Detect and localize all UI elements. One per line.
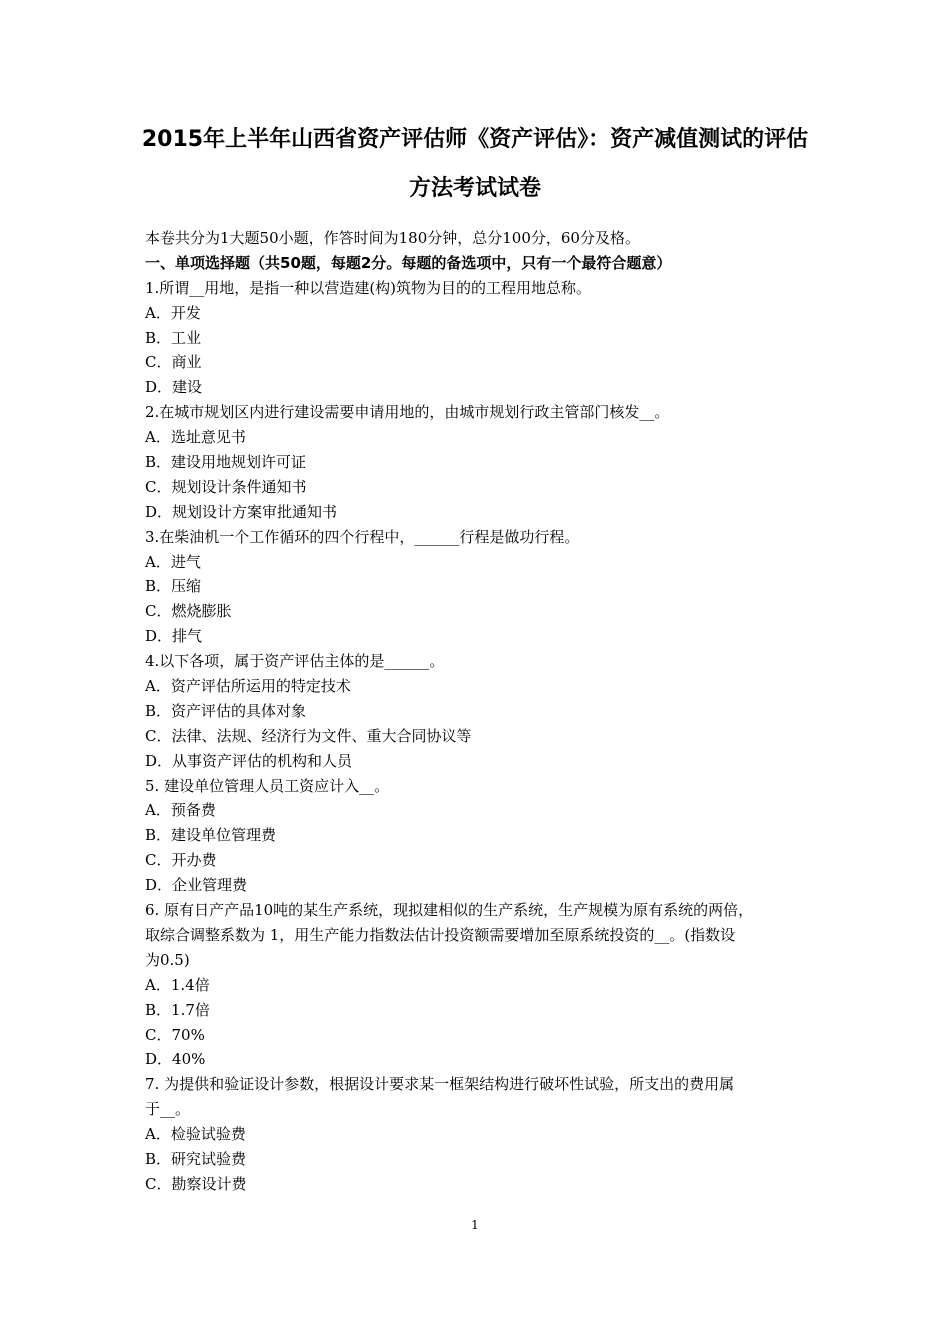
answer-option: C．燃烧膨胀 [145, 602, 232, 621]
answer-option: A．检验试验费 [145, 1125, 246, 1144]
question-stem-line: 取综合调整系数为 1，用生产能力指数法估计投资额需要增加至原系统投资的__。(指数设 [145, 925, 736, 944]
question-stem-line: 为0.5) [145, 950, 190, 969]
answer-option: C．开办费 [145, 851, 217, 870]
answer-option: C．勘察设计费 [145, 1174, 247, 1193]
document-title-line-1: 2015年上半年山西省资产评估师《资产评估》：资产减值测试的评估 [141, 127, 809, 152]
section-header: 一、单项选择题（共50题，每题2分。每题的备选项中，只有一个最符合题意） [145, 253, 672, 272]
answer-option: B．建设用地规划许可证 [145, 453, 307, 472]
answer-option: B．建设单位管理费 [145, 826, 277, 845]
answer-option: C．法律、法规、经济行为文件、重大合同协议等 [145, 726, 472, 745]
answer-option: C．规划设计条件通知书 [145, 477, 307, 496]
question-stem: 5. 建设单位管理人员工资应计入__。 [145, 776, 390, 795]
question-stem-line: 6. 原有日产产品10吨的某生产系统，现拟建相似的生产系统，生产规模为原有系统的两倍， [145, 901, 754, 920]
answer-option: A．资产评估所运用的特定技术 [145, 677, 351, 696]
answer-option: B．1.7倍 [145, 1000, 210, 1019]
question-stem: 4.以下各项，属于资产评估主体的是______。 [145, 652, 445, 671]
answer-option: B．资产评估的具体对象 [145, 701, 307, 720]
question-stem: 2.在城市规划区内进行建设需要申请用地的，由城市规划行政主管部门核发__。 [145, 403, 670, 422]
answer-option: D．40% [145, 1050, 206, 1069]
answer-option: A．1.4倍 [145, 975, 210, 994]
question-stem: 1.所谓__用地，是指一种以营造建(构)筑物为目的的工程用地总称。 [145, 278, 592, 297]
answer-option: A．进气 [145, 552, 201, 571]
document-body [145, 226, 810, 1197]
exam-intro: 本卷共分为1大题50小题，作答时间为180分钟，总分100分，60分及格。 [145, 229, 640, 247]
answer-option: A．选址意见书 [145, 428, 246, 447]
answer-option: A．预备费 [145, 801, 216, 820]
question-stem: 3.在柴油机一个工作循环的四个行程中，______行程是做功行程。 [145, 527, 580, 546]
answer-option: D．规划设计方案审批通知书 [145, 502, 338, 521]
answer-option: B．压缩 [145, 577, 202, 596]
document-title-line-2: 方法考试试卷 [408, 176, 541, 201]
answer-option: D．建设 [145, 378, 203, 397]
answer-option: B．研究试验费 [145, 1149, 247, 1168]
answer-option: B．工业 [145, 328, 202, 347]
answer-option: D．从事资产评估的机构和人员 [145, 751, 353, 770]
answer-option: C．70% [145, 1025, 205, 1044]
answer-option: C．商业 [145, 353, 202, 372]
answer-option: D．排气 [145, 627, 203, 646]
question-stem-line: 7. 为提供和验证设计参数，根据设计要求某一框架结构进行破坏性试验，所支出的费用属 [145, 1075, 735, 1094]
answer-option: A．开发 [145, 303, 201, 322]
page-number: 1 [471, 1218, 479, 1232]
question-stem-line: 于__。 [145, 1100, 191, 1119]
answer-option: D．企业管理费 [145, 876, 248, 895]
